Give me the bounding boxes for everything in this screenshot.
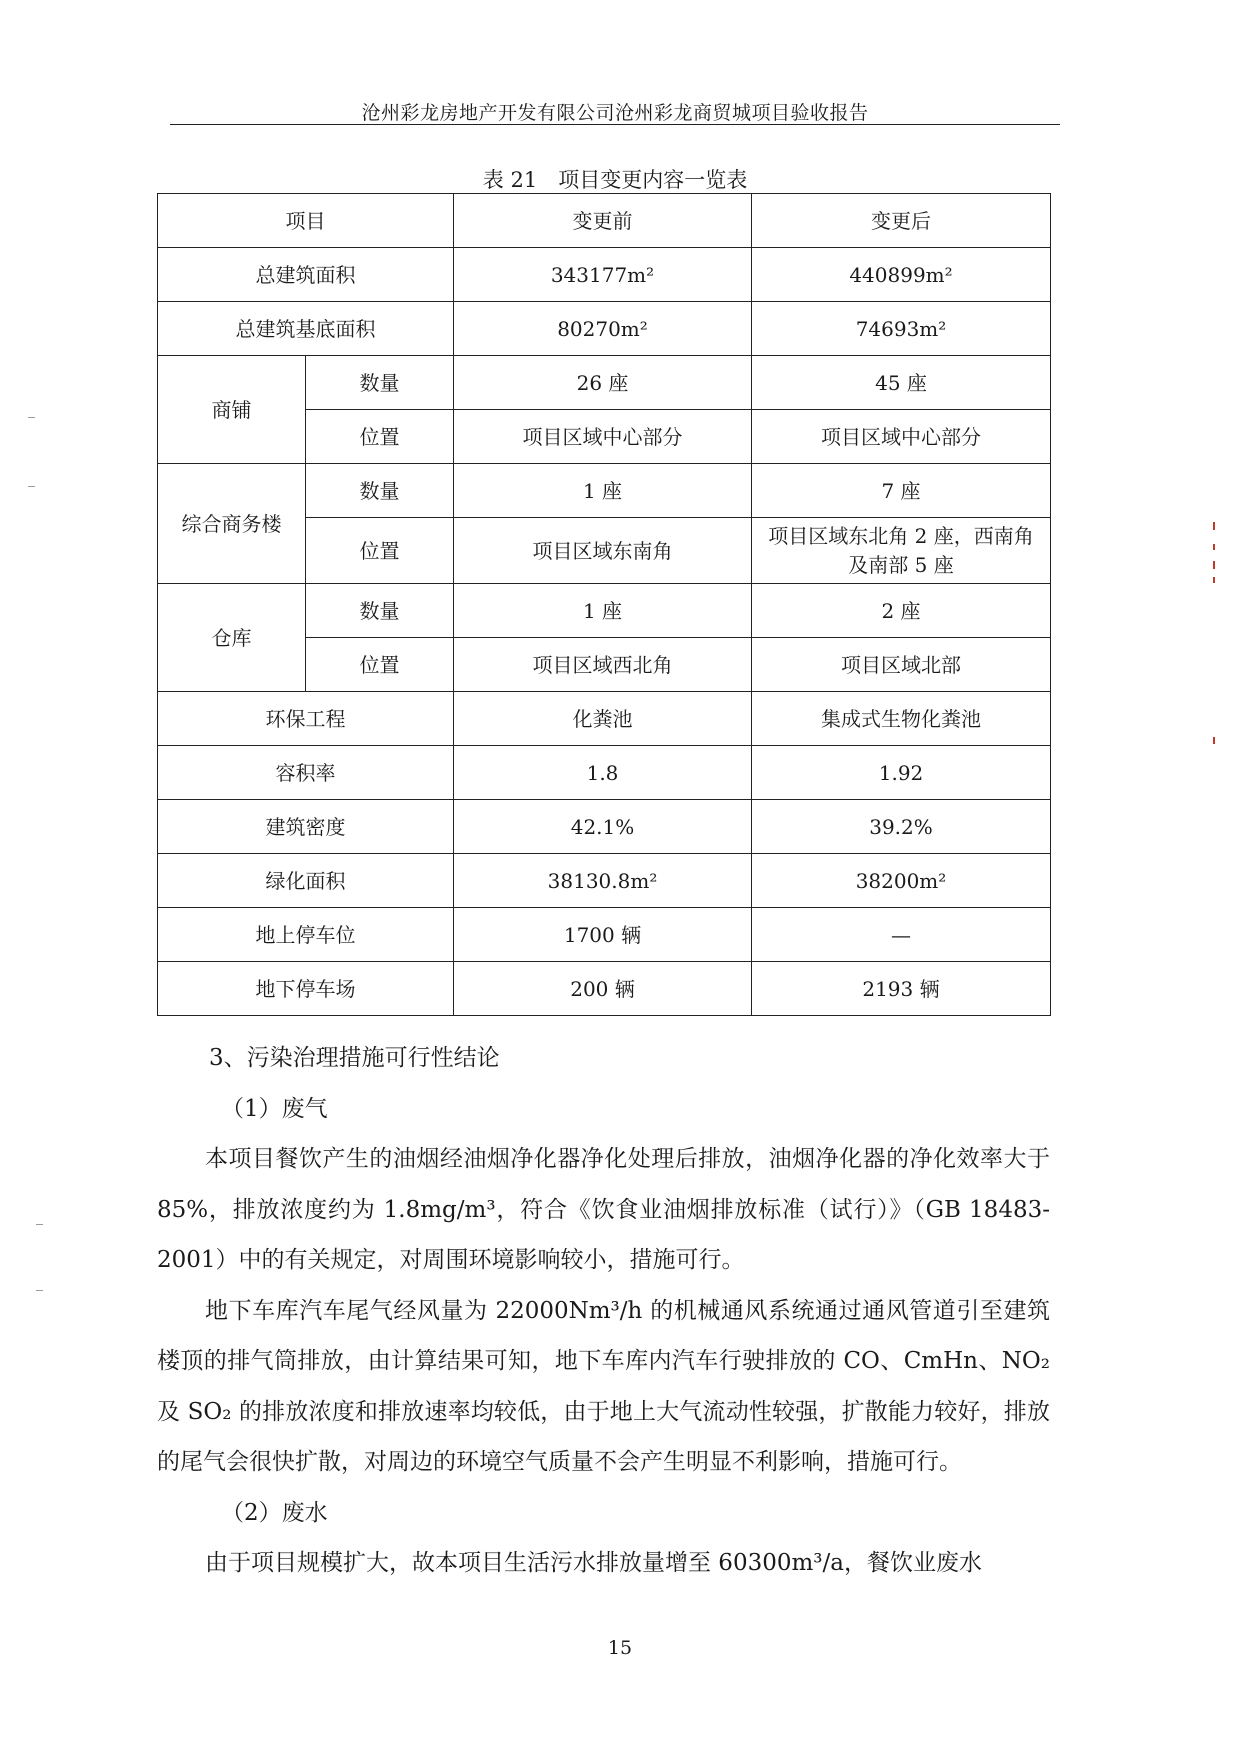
scan-mark [1213, 577, 1215, 583]
scan-mark [1213, 561, 1215, 569]
table-row [158, 854, 1051, 908]
cell-before: 80270m² [454, 302, 752, 356]
table-row [158, 464, 1051, 518]
cell-after: 1.92 [752, 746, 1051, 800]
table-row [158, 356, 1051, 410]
paragraph: 地下车库汽车尾气经风量为 22000Nm³/h 的机械通风系统通过通风管道引至建筑楼顶的排气筒排放，由计算结果可知，地下车库内汽车行驶排放的 CO、CmHn、NO₂ 及 SO₂ 的排放浓度和排放速率均较低，由于地上大气流动性较强，扩散能力较好，排放的尾气会很快扩散，对周边的环境空气质量不会产生明显不利影响，措施可行。 [157, 1297, 1050, 1475]
table-row [158, 248, 1051, 302]
cell-after: 38200m² [752, 854, 1051, 908]
changes-table [157, 193, 1051, 1016]
cell-after: 440899m² [752, 248, 1051, 302]
sub-label: 位置 [306, 518, 454, 584]
scan-dot [28, 417, 35, 418]
scan-mark [1213, 522, 1215, 530]
scan-mark [1213, 737, 1215, 744]
group-label: 仓库 [158, 584, 306, 692]
row-label: 总建筑基底面积 [158, 302, 454, 356]
subsection-heading: （1）废气 [221, 1095, 328, 1122]
table-caption: 表 21 项目变更内容一览表 [482, 168, 748, 192]
table-row [158, 746, 1051, 800]
cell-before: 1700 辆 [454, 908, 752, 962]
cell-before: 项目区域中心部分 [454, 410, 752, 464]
table-row [158, 908, 1051, 962]
cell-before: 项目区域东南角 [454, 518, 752, 584]
row-label: 绿化面积 [158, 854, 454, 908]
cell-before: 26 座 [454, 356, 752, 410]
row-label: 地上停车位 [158, 908, 454, 962]
sub-label: 数量 [306, 356, 454, 410]
group-label: 综合商务楼 [158, 464, 306, 584]
paragraph: 由于项目规模扩大，故本项目生活污水排放量增至 60300m³/a，餐饮业废水 [205, 1550, 982, 1576]
row-label: 总建筑面积 [158, 248, 454, 302]
cell-before: 343177m² [454, 248, 752, 302]
cell-after: — [752, 908, 1051, 962]
row-label: 地下停车场 [158, 962, 454, 1016]
scan-dot [36, 1290, 43, 1291]
scan-mark [1213, 544, 1215, 550]
row-label: 建筑密度 [158, 800, 454, 854]
sub-label: 数量 [306, 464, 454, 518]
cell-after: 项目区域北部 [752, 638, 1051, 692]
cell-before: 项目区域西北角 [454, 638, 752, 692]
cell-after: 74693m² [752, 302, 1051, 356]
row-label: 环保工程 [158, 692, 454, 746]
table-row [158, 962, 1051, 1016]
table-row [158, 302, 1051, 356]
cell-after: 2 座 [752, 584, 1051, 638]
body-text [157, 1033, 1050, 1589]
header-after: 变更后 [752, 194, 1051, 248]
cell-after: 项目区域东北角 2 座，西南角及南部 5 座 [752, 518, 1051, 584]
paragraph: 本项目餐饮产生的油烟经油烟净化器净化处理后排放，油烟净化器的净化效率大于 85%，排放浓度约为 1.8mg/m³，符合《饮食业油烟排放标准（试行）》（GB 18483-2001）中的有关规定，对周围环境影响较小，措施可行。 [157, 1146, 1050, 1273]
sub-label: 数量 [306, 584, 454, 638]
scan-dot [28, 486, 35, 487]
cell-before: 38130.8m² [454, 854, 752, 908]
table-row [158, 584, 1051, 638]
table-row [158, 800, 1051, 854]
cell-before: 1 座 [454, 584, 752, 638]
header-rule [170, 124, 1060, 125]
cell-after: 45 座 [752, 356, 1051, 410]
group-label: 商铺 [158, 356, 306, 464]
scan-dot [36, 1224, 43, 1225]
cell-after: 集成式生物化粪池 [752, 692, 1051, 746]
header-item: 项目 [158, 194, 454, 248]
header-before: 变更前 [454, 194, 752, 248]
section-heading: 3、污染治理措施可行性结论 [209, 1045, 500, 1071]
page-header: 沧州彩龙房地产开发有限公司沧州彩龙商贸城项目验收报告 [361, 102, 869, 124]
cell-before: 1.8 [454, 746, 752, 800]
cell-before: 化粪池 [454, 692, 752, 746]
cell-before: 42.1% [454, 800, 752, 854]
page-number: 15 [607, 1637, 633, 1659]
table-row [158, 194, 1051, 248]
table-row [158, 692, 1051, 746]
subsection-heading: （2）废水 [221, 1499, 328, 1526]
sub-label: 位置 [306, 638, 454, 692]
cell-after: 2193 辆 [752, 962, 1051, 1016]
cell-before: 1 座 [454, 464, 752, 518]
cell-after: 项目区域中心部分 [752, 410, 1051, 464]
sub-label: 位置 [306, 410, 454, 464]
cell-before: 200 辆 [454, 962, 752, 1016]
cell-after: 39.2% [752, 800, 1051, 854]
cell-after: 7 座 [752, 464, 1051, 518]
row-label: 容积率 [158, 746, 454, 800]
